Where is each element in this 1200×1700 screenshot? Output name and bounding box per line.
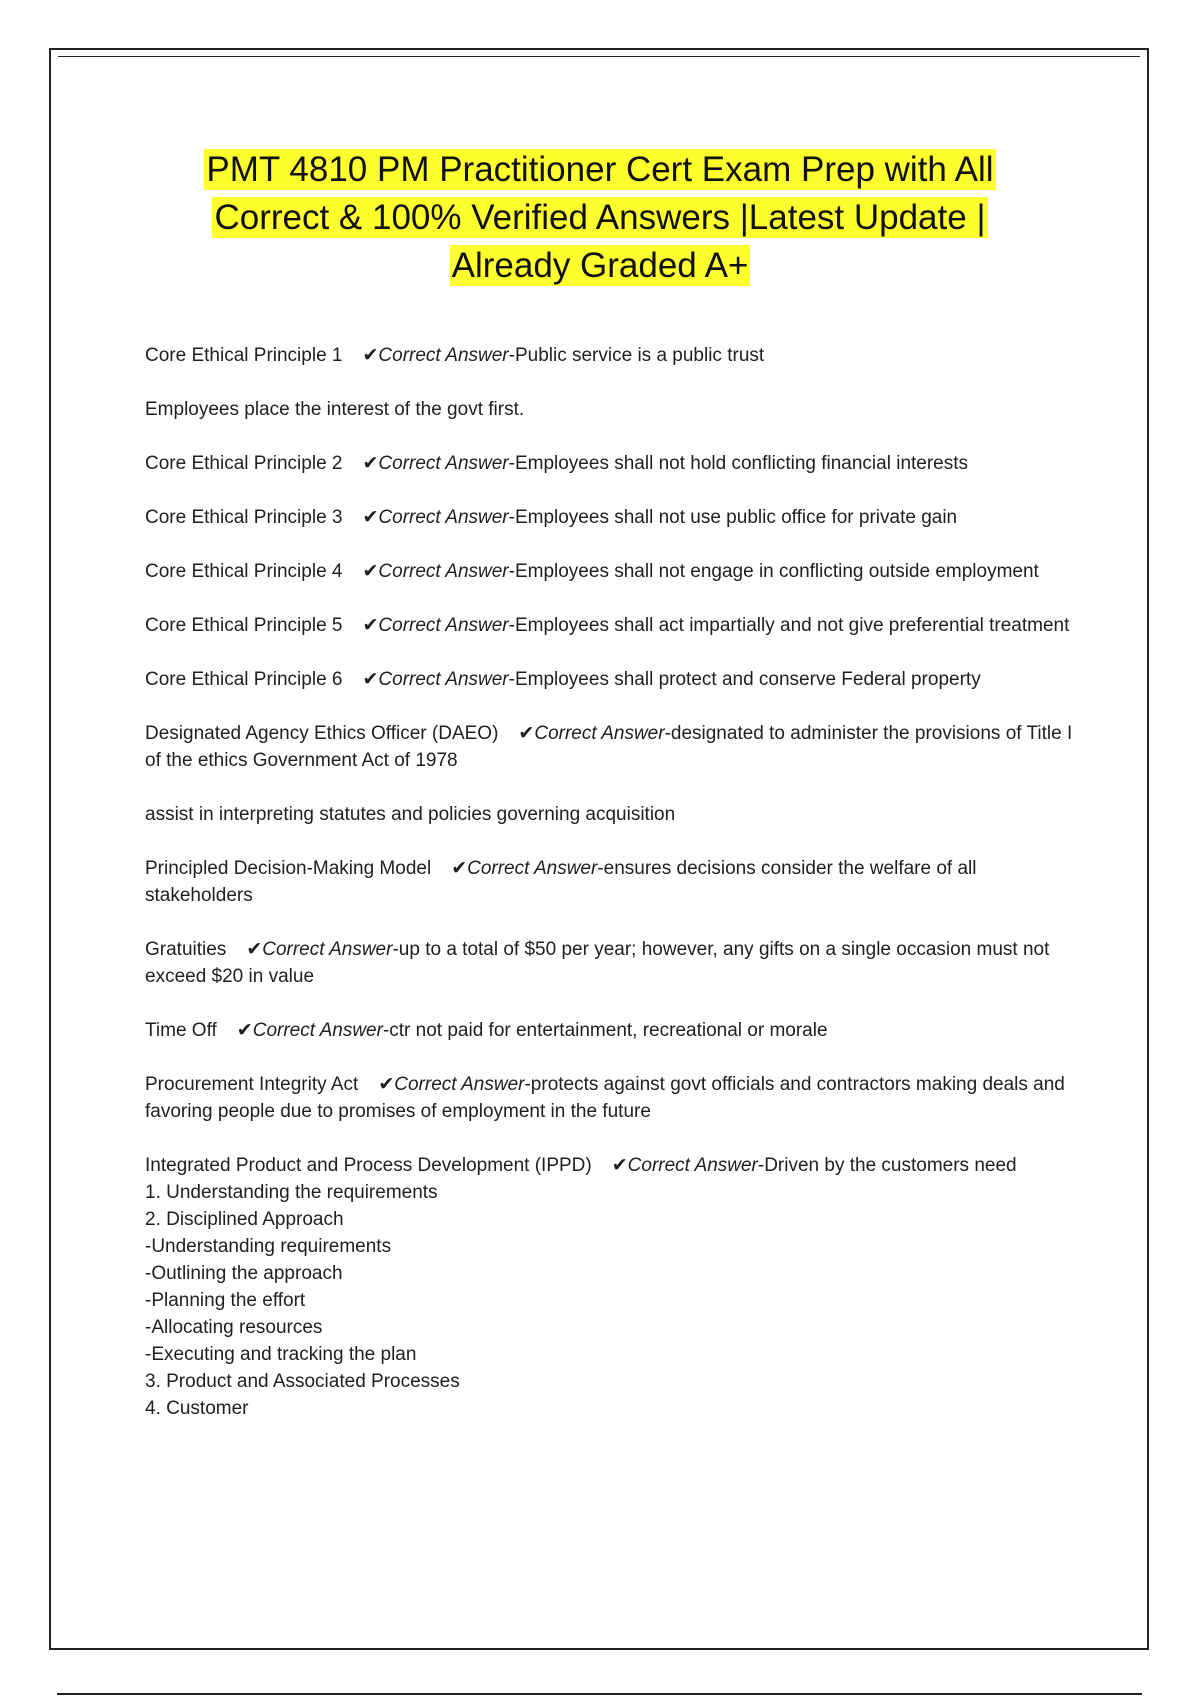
title-line-2: Correct & 100% Verified Answers |Latest Update | xyxy=(214,198,986,237)
checkmark-icon: ✔ xyxy=(362,615,379,636)
qa-entry xyxy=(145,342,1075,369)
checkmark-icon: ✔ xyxy=(378,1074,395,1095)
qa-term: Core Ethical Principle 4 xyxy=(145,561,343,582)
ippd-list xyxy=(145,1179,1075,1422)
checkmark-icon: ✔ xyxy=(518,723,535,744)
checkmark-icon: ✔ xyxy=(362,453,379,474)
qa-entry xyxy=(145,612,1075,639)
qa-answer: -ensures decisions consider the welfare of all stakeholders xyxy=(145,858,977,906)
qa-entry xyxy=(145,1152,1075,1179)
qa-entry xyxy=(145,666,1075,693)
qa-term: Core Ethical Principle 3 xyxy=(145,507,343,528)
qa-term: Gratuities xyxy=(145,939,227,960)
qa-entry xyxy=(145,558,1075,585)
page-border-top-rule xyxy=(58,56,1140,57)
list-item: -Executing and tracking the plan xyxy=(145,1344,417,1365)
answer-label: Correct Answer xyxy=(627,1155,758,1176)
qa-answer: -Employees shall act impartially and not give preferential treatment xyxy=(508,615,1070,636)
qa-entry xyxy=(145,1017,1075,1044)
title-line-1: PMT 4810 PM Practitioner Cert Exam Prep with All xyxy=(206,150,994,189)
checkmark-icon: ✔ xyxy=(451,858,468,879)
qa-term: Core Ethical Principle 6 xyxy=(145,669,343,690)
qa-note: assist in interpreting statutes and policies governing acquisition xyxy=(145,804,676,825)
list-item: -Understanding requirements xyxy=(145,1236,392,1257)
answer-label: Correct Answer xyxy=(378,507,509,528)
qa-answer: -designated to administer the provisions of Title I of the ethics Government Act of 1978 xyxy=(145,723,1073,771)
list-item: -Planning the effort xyxy=(145,1290,306,1311)
next-page-top-rule xyxy=(57,1693,1142,1695)
answer-label: Correct Answer xyxy=(378,453,509,474)
qa-term: Principled Decision-Making Model xyxy=(145,858,432,879)
answer-label: Correct Answer xyxy=(534,723,665,744)
list-item: 1. Understanding the requirements xyxy=(145,1182,438,1203)
qa-term: Integrated Product and Process Development (IPPD) xyxy=(145,1155,592,1176)
answer-label: Correct Answer xyxy=(378,615,509,636)
checkmark-icon: ✔ xyxy=(362,669,379,690)
qa-entry xyxy=(145,855,1075,909)
qa-term: Core Ethical Principle 1 xyxy=(145,345,343,366)
qa-term: Core Ethical Principle 2 xyxy=(145,453,343,474)
list-item: 4. Customer xyxy=(145,1398,249,1419)
checkmark-icon: ✔ xyxy=(246,939,263,960)
qa-term: Designated Agency Ethics Officer (DAEO) xyxy=(145,723,499,744)
qa-content xyxy=(145,342,1075,1422)
qa-answer: -Employees shall not use public office for private gain xyxy=(508,507,958,528)
answer-label: Correct Answer xyxy=(378,345,509,366)
answer-label: Correct Answer xyxy=(262,939,393,960)
list-item: -Outlining the approach xyxy=(145,1263,343,1284)
qa-answer: -Employees shall not engage in conflicting outside employment xyxy=(508,561,1039,582)
answer-label: Correct Answer xyxy=(378,669,509,690)
checkmark-icon: ✔ xyxy=(362,507,379,528)
qa-answer: -Public service is a public trust xyxy=(508,345,765,366)
qa-entry xyxy=(145,1071,1075,1125)
list-item: -Allocating resources xyxy=(145,1317,323,1338)
title-line-3: Already Graded A+ xyxy=(451,246,749,285)
qa-entry xyxy=(145,936,1075,990)
qa-entry xyxy=(145,504,1075,531)
qa-answer: -ctr not paid for entertainment, recreational or morale xyxy=(382,1020,828,1041)
answer-label: Correct Answer xyxy=(252,1020,383,1041)
qa-answer: -Driven by the customers need xyxy=(757,1155,1017,1176)
qa-answer: -Employees shall protect and conserve Federal property xyxy=(508,669,981,690)
qa-answer: -protects against govt officials and contractors making deals and favoring people due to promises of employment in the future xyxy=(145,1074,1065,1122)
answer-label: Correct Answer xyxy=(378,561,509,582)
answer-label: Correct Answer xyxy=(467,858,598,879)
checkmark-icon: ✔ xyxy=(611,1155,628,1176)
qa-term: Procurement Integrity Act xyxy=(145,1074,359,1095)
qa-term: Time Off xyxy=(145,1020,217,1041)
answer-label: Correct Answer xyxy=(394,1074,525,1095)
qa-entry xyxy=(145,720,1075,774)
qa-term: Core Ethical Principle 5 xyxy=(145,615,343,636)
list-item: 3. Product and Associated Processes xyxy=(145,1371,460,1392)
document-title xyxy=(100,146,1100,290)
qa-note: Employees place the interest of the govt first. xyxy=(145,399,525,420)
qa-answer: -Employees shall not hold conflicting financial interests xyxy=(508,453,969,474)
checkmark-icon: ✔ xyxy=(236,1020,253,1041)
list-item: 2. Disciplined Approach xyxy=(145,1209,344,1230)
checkmark-icon: ✔ xyxy=(362,561,379,582)
checkmark-icon: ✔ xyxy=(362,345,379,366)
qa-entry xyxy=(145,450,1075,477)
qa-answer: -up to a total of $50 per year; however, any gifts on a single occasion must not exceed $20 in value xyxy=(145,939,1050,987)
